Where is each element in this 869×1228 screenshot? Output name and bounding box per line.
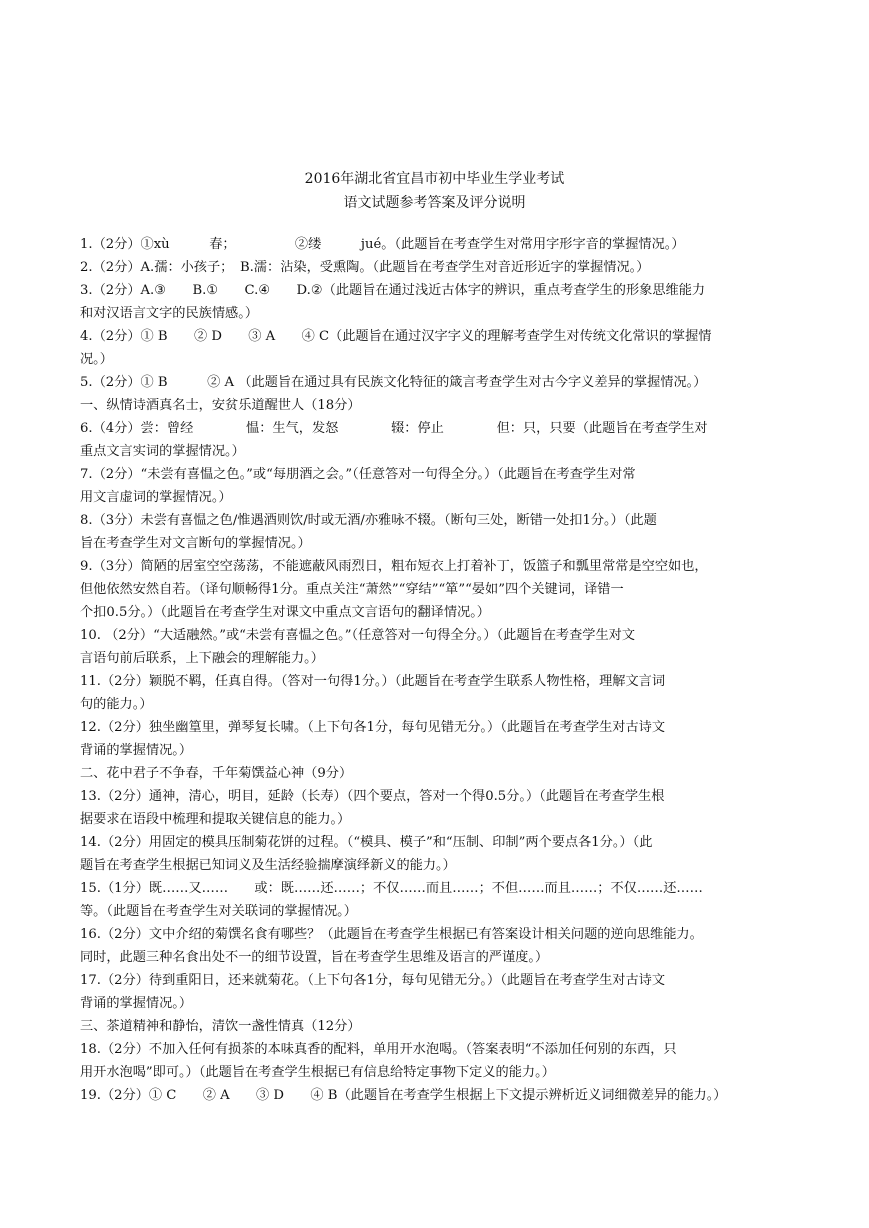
text-line: 用开水泡喝”即可。）（此题旨在考查学生根据已有信息给特定事物下定义的能力。）: [80, 1065, 555, 1080]
text-line: 11.（2分）颖脱不羁，任真自得。（答对一句得1分。）（此题旨在考查学生联系人物性格，理解文言词: [80, 674, 666, 689]
text-line: 7.（2分）“未尝有喜愠之色。”或“每朋酒之会。”（任意答对一句得全分。）（此题旨在考查学生对常: [80, 467, 636, 482]
text-line: 重点文言实词的掌握情况。）: [80, 444, 245, 459]
text-line: 17.（2分）待到重阳日，还来就菊花。（上下句各1分，每句见错无分。）（此题旨在考查学生对古诗文: [80, 973, 666, 988]
text-line: 2.（2分）A.孺：小孩子； B.濡：沾染，受熏陶。（此题旨在考查学生对音近形近字的掌握情况。）: [80, 260, 650, 275]
text-line: 个扣0.5分。）（此题旨在考查学生对课文中重点文言语句的翻译情况。）: [80, 605, 490, 620]
text-line: 一、纵情诗酒真名士，安贫乐道醒世人（18分）: [80, 398, 361, 413]
text-line: 题旨在考查学生根据已知词义及生活经验揣摩演绎新义的能力。）: [80, 858, 456, 873]
text-line: 言语句前后联系，上下融会的理解能力。）: [80, 651, 324, 666]
text-line: 背诵的掌握情况。）: [80, 996, 193, 1011]
text-line: 10. （2分）“大适融然。”或“未尝有喜愠之色。”（任意答对一句得全分。）（此题旨在考查学生对文: [80, 628, 636, 643]
text-line: 8.（3分）未尝有喜愠之色/惟遇酒则饮/时或无酒/亦雅咏不辍。（断句三处，断错一处扣1分。）（此题: [80, 513, 657, 528]
text-line: 三、茶道精神和静怡，清饮一盏性情真（12分）: [80, 1019, 361, 1034]
text-line: 16.（2分）文中介绍的菊馔名食有哪些？（此题旨在考查学生根据已有答案设计相关问题的逆向思维能力。: [80, 927, 703, 942]
text-line: 据要求在语段中梳理和提取关键信息的能力。）: [80, 812, 351, 827]
text-line: 旨在考查学生对文言断句的掌握情况。）: [80, 536, 311, 551]
text-line: 况。）: [80, 352, 113, 367]
text-line: 18.（2分）不加入任何有损茶的本味真香的配料，单用开水泡喝。（答案表明“不添加任何别的东西，只: [80, 1042, 677, 1057]
text-line: 19.（2分）① C ② A ③ D ④ B（此题旨在考查学生根据上下文提示辨析近义词细微差异的能力。）: [80, 1088, 727, 1103]
text-line: 13.（2分）通神，清心，明目，延龄（长寿）（四个要点，答对一个得0.5分。）（此题旨在考查学生根: [80, 789, 665, 804]
text-line: 5.（2分）① B ② A （此题旨在通过具有民族文化特征的箴言考查学生对古今字义差异的掌握情况。）: [80, 375, 707, 390]
text-line: 背诵的掌握情况。）: [80, 743, 193, 758]
text-line: 和对汉语言文字的民族情感。）: [80, 306, 259, 321]
text-line: 6.（4分）尝：曾经 愠：生气，发怒 辍：停止 但：只，只要（此题旨在考查学生对: [80, 421, 708, 436]
text-line: 12.（2分）独坐幽篁里，弹琴复长啸。（上下句各1分，每句见错无分。）（此题旨在考查学生对古诗文: [80, 720, 666, 735]
text-line: 二、花中君子不争春，千年菊馔益心神（9分）: [80, 766, 353, 781]
text-line: 14.（2分）用固定的模具压制菊花饼的过程。（“模具、模子”和“压制、印制”两个要点各1分。）（此: [80, 835, 653, 850]
text-line: 同时，此题三种名食出处不一的细节设置，旨在考查学生思维及语言的严谨度。）: [80, 950, 549, 965]
document-title: 2016年湖北省宜昌市初中毕业生学业考试: [304, 171, 565, 187]
text-line: 等。（此题旨在考查学生对关联词的掌握情况。）: [80, 904, 357, 919]
text-line: 但他依然安然自若。（译句顺畅得1分。重点关注“萧然”“穿结”“箪”“晏如”四个关键词，译错一: [80, 582, 624, 597]
text-line: 4.（2分）① B ② D ③ A ④ C（此题旨在通过汉字字义的理解考查学生对传统文化常识的掌握情: [80, 329, 712, 344]
text-line: 9.（3分）简陋的居室空空荡荡，不能遮蔽风雨烈日，粗布短衣上打着补丁，饭篮子和瓢里常常是空空如也，: [80, 559, 708, 574]
text-line: 1.（2分）①xù 春； ②缕 jué。（此题旨在考查学生对常用字形字音的掌握情况。）: [80, 237, 685, 252]
text-line: 15.（1分）既……又…… 或：既……还……；不仅……而且……；不但……而且……；不仅……还……: [80, 881, 703, 896]
text-line: 用文言虚词的掌握情况。）: [80, 490, 232, 505]
text-line: 3.（2分）A.③ B.① C.④ D.②（此题旨在通过浅近古体字的辨识，重点考查学生的形象思维能力: [80, 283, 706, 298]
document-subtitle: 语文试题参考答案及评分说明: [343, 195, 526, 211]
answer-body: [80, 233, 792, 1107]
text-line: 句的能力。）: [80, 697, 153, 712]
